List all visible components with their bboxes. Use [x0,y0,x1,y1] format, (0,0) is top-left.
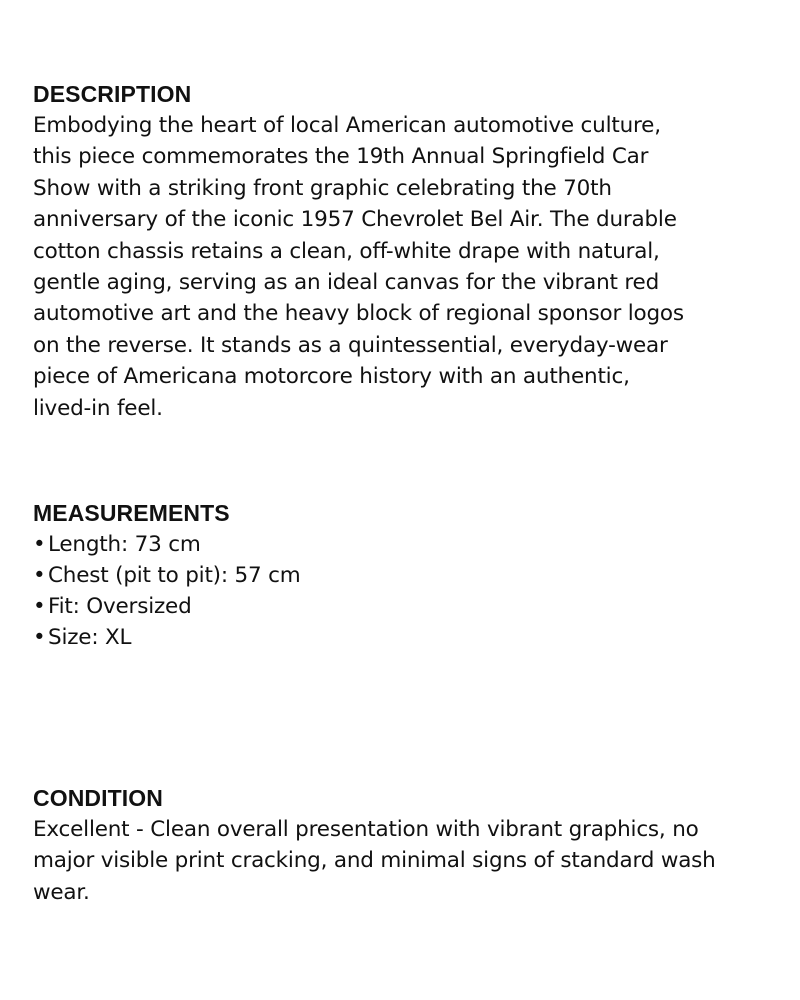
description-heading: DESCRIPTION [33,81,192,107]
measurements-heading: MEASUREMENTS [33,500,230,526]
measurement-item-chest [33,560,773,591]
description-text: Embodying the heart of local American automotive culture, this piece commemorates the 19th Annual Springfield Car Show with a striking front graphic celebrating the 70th anniversary of the iconic 1957 Chevrolet Bel Air. The durable cotton chassis retains a clean, off-white drape with natural, gentle aging, serving as an ideal canvas for the vibrant red automotive art and the heavy block of regional sponsor logos on the reverse. It stands as a quintessential, everyday-wear piece of Americana motorcore history with an authentic, lived-in feel. [33,113,684,421]
measurement-item-length [33,529,773,560]
measurement-item-size [33,622,773,653]
measurements-section [33,498,773,653]
measurement-item-fit [33,591,773,622]
measurements-list [33,529,773,653]
condition-text: Excellent - Clean overall presentation with vibrant graphics, no major visible print cracking, and minimal signs of standard wash wear. [33,817,716,905]
condition-heading: CONDITION [33,785,163,811]
bullet-icon: • [33,563,46,588]
measurement-chest: Chest (pit to pit): 57 cm [48,563,301,588]
description-section [33,79,773,424]
condition-section [33,783,773,908]
measurement-length: Length: 73 cm [48,532,201,557]
measurement-size: Size: XL [48,625,132,650]
bullet-icon: • [33,594,46,619]
measurement-fit: Fit: Oversized [48,594,192,619]
bullet-icon: • [33,625,46,650]
bullet-icon: • [33,532,46,557]
